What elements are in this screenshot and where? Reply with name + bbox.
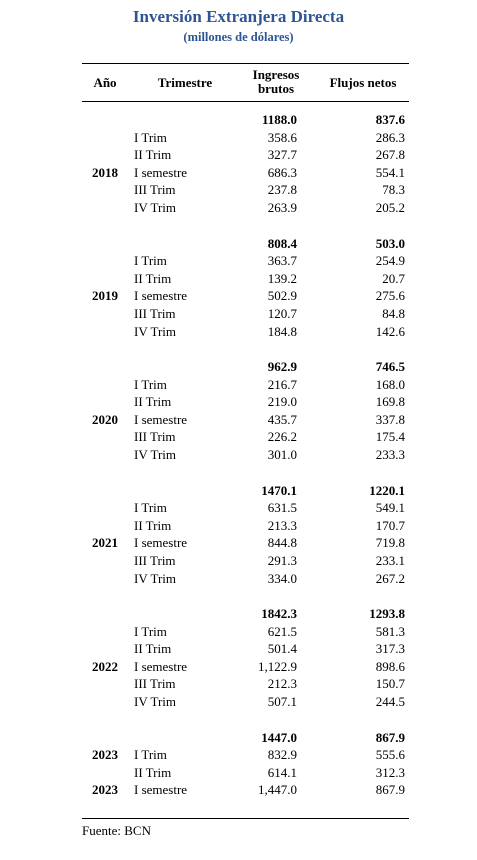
net-value: 20.7 [382,270,405,286]
table-row [82,305,409,323]
quarter-label: IV Trim [134,200,177,215]
source-note: Fuente: BCN [82,823,151,838]
year-label: 2020 [92,411,118,427]
gross-value: 212.3 [267,676,297,692]
quarter-label: II Trim [134,641,172,657]
header-gross-line2: brutos [257,81,295,96]
gross-value: 501.4 [267,641,297,657]
year-label: 2021 [92,535,118,551]
net-value: 169.8 [375,394,405,410]
quarter-label: I semestre [134,411,188,427]
gross-value: 832.9 [267,747,297,763]
gross-value: 301.0 [267,447,297,462]
total-gross: 1188.0 [261,112,297,127]
table-row [82,552,409,570]
table-row [82,623,409,641]
net-value: 267.8 [375,147,405,163]
header-rule [82,101,409,102]
table-row [82,658,409,676]
net-value: 150.7 [375,676,405,692]
total-net: 867.9 [375,729,405,745]
net-value: 142.6 [375,323,405,339]
quarter-label: III Trim [134,676,176,692]
gross-value: 844.8 [267,535,297,551]
table-subtitle: (millones de dólares) [183,30,294,44]
table-row [82,129,409,147]
gross-value: 334.0 [267,570,297,586]
quarter-label: III Trim [134,305,176,321]
net-value: 254.9 [375,253,405,269]
total-gross: 962.9 [267,359,297,374]
net-value: 267.2 [375,570,405,586]
quarter-label: IV Trim [134,447,177,462]
year-label: 2022 [92,658,118,674]
total-gross: 808.4 [267,235,297,251]
quarter-label: I Trim [134,376,167,392]
year-total-row [82,111,409,129]
net-value: 244.5 [375,694,405,709]
quarter-label: III Trim [134,429,176,445]
total-net: 837.6 [375,112,405,127]
header-gross-line1: Ingresos [252,67,300,82]
total-net: 503.0 [375,235,405,251]
table-row [82,428,409,446]
gross-value: 263.9 [267,200,297,215]
quarter-label: III Trim [134,182,176,198]
gross-value: 327.7 [267,147,297,163]
year-label: 2023 [92,782,118,798]
gross-value: 139.2 [267,270,297,286]
gross-value: 507.1 [267,694,297,709]
table-row [82,323,409,341]
year-label: 2023 [92,747,118,763]
gross-value: 1,122.9 [258,658,297,674]
table-row [82,675,409,693]
net-value: 719.8 [375,535,405,551]
table-row [82,446,409,464]
net-value: 233.1 [375,552,405,568]
quarter-label: I Trim [134,129,167,145]
net-value: 554.1 [375,164,405,180]
gross-value: 502.9 [267,288,297,304]
total-net: 746.5 [375,359,405,374]
table-row [82,199,409,217]
net-value: 867.9 [375,782,405,798]
gross-value: 213.3 [267,517,297,533]
gross-value: 237.8 [267,182,297,198]
table-row [82,252,409,270]
table-row [82,270,409,288]
net-value: 84.8 [382,305,405,321]
quarter-label: I Trim [134,747,167,763]
net-value: 898.6 [375,658,405,674]
net-value: 168.0 [375,376,405,392]
gross-value: 363.7 [267,253,297,269]
quarter-label: II Trim [134,394,172,410]
table-title: Inversión Extranjera Directa [132,7,345,26]
table-row [82,517,409,535]
quarter-label: I semestre [134,535,188,551]
gross-value: 358.6 [267,129,297,145]
net-value: 175.4 [375,429,405,445]
table-row [82,534,409,552]
total-net: 1220.1 [369,482,405,498]
table-row [82,411,409,429]
year-label: 2019 [92,288,118,304]
year-label: 2018 [92,164,118,180]
quarter-label: II Trim [134,517,172,533]
net-value: 312.3 [375,764,405,780]
gross-value: 216.7 [267,376,297,392]
quarter-label: I Trim [134,500,167,516]
net-value: 78.3 [382,182,405,198]
gross-value: 621.5 [267,623,297,639]
bottom-rule [82,818,409,819]
table-row [82,781,409,799]
table-row [82,764,409,782]
table-row [82,499,409,517]
gross-value: 219.0 [267,394,297,410]
quarter-label: I semestre [134,782,188,798]
gross-value: 614.1 [267,764,297,780]
gross-value: 1,447.0 [258,782,297,798]
year-total-row [82,358,409,376]
quarter-label: I semestre [134,658,188,674]
gross-value: 184.8 [267,323,297,339]
quarter-label: I semestre [134,164,188,180]
table-row [82,287,409,305]
year-total-row [82,235,409,253]
year-total-row [82,729,409,747]
table-row [82,570,409,588]
quarter-label: IV Trim [134,570,177,586]
net-value: 275.6 [375,288,405,304]
year-total-row [82,605,409,623]
table-row [82,146,409,164]
quarter-label: IV Trim [134,323,177,339]
net-value: 286.3 [375,129,405,145]
quarter-label: II Trim [134,147,172,163]
gross-value: 291.3 [267,552,297,568]
table-row [82,393,409,411]
table-row [82,164,409,182]
net-value: 317.3 [375,641,405,657]
quarter-label: I Trim [134,623,167,639]
table-row [82,693,409,711]
table-row [82,181,409,199]
gross-value: 435.7 [267,411,297,427]
gross-value: 686.3 [267,164,297,180]
quarter-label: I semestre [134,288,188,304]
net-value: 581.3 [375,623,405,639]
top-rule [82,63,409,64]
quarter-label: II Trim [134,270,172,286]
net-value: 170.7 [375,517,405,533]
quarter-label: III Trim [134,552,176,568]
net-value: 233.3 [375,447,405,462]
table-row [82,376,409,394]
table-row [82,640,409,658]
quarter-label: II Trim [134,764,172,780]
total-gross: 1470.1 [261,482,297,498]
table-row [82,746,409,764]
header-year: Año [93,75,117,90]
net-value: 205.2 [375,200,405,215]
total-gross: 1447.0 [261,729,297,745]
quarter-label: IV Trim [134,694,177,709]
year-total-row [82,482,409,500]
gross-value: 631.5 [267,500,297,516]
header-quarter: Trimestre [157,75,213,90]
header-gross [236,68,316,96]
total-gross: 1842.3 [261,606,297,621]
quarter-label: I Trim [134,253,167,269]
net-value: 549.1 [375,500,405,516]
header-net: Flujos netos [329,75,397,90]
gross-value: 226.2 [267,429,297,445]
net-value: 337.8 [375,411,405,427]
gross-value: 120.7 [267,305,297,321]
total-net: 1293.8 [369,606,405,621]
net-value: 555.6 [375,747,405,763]
